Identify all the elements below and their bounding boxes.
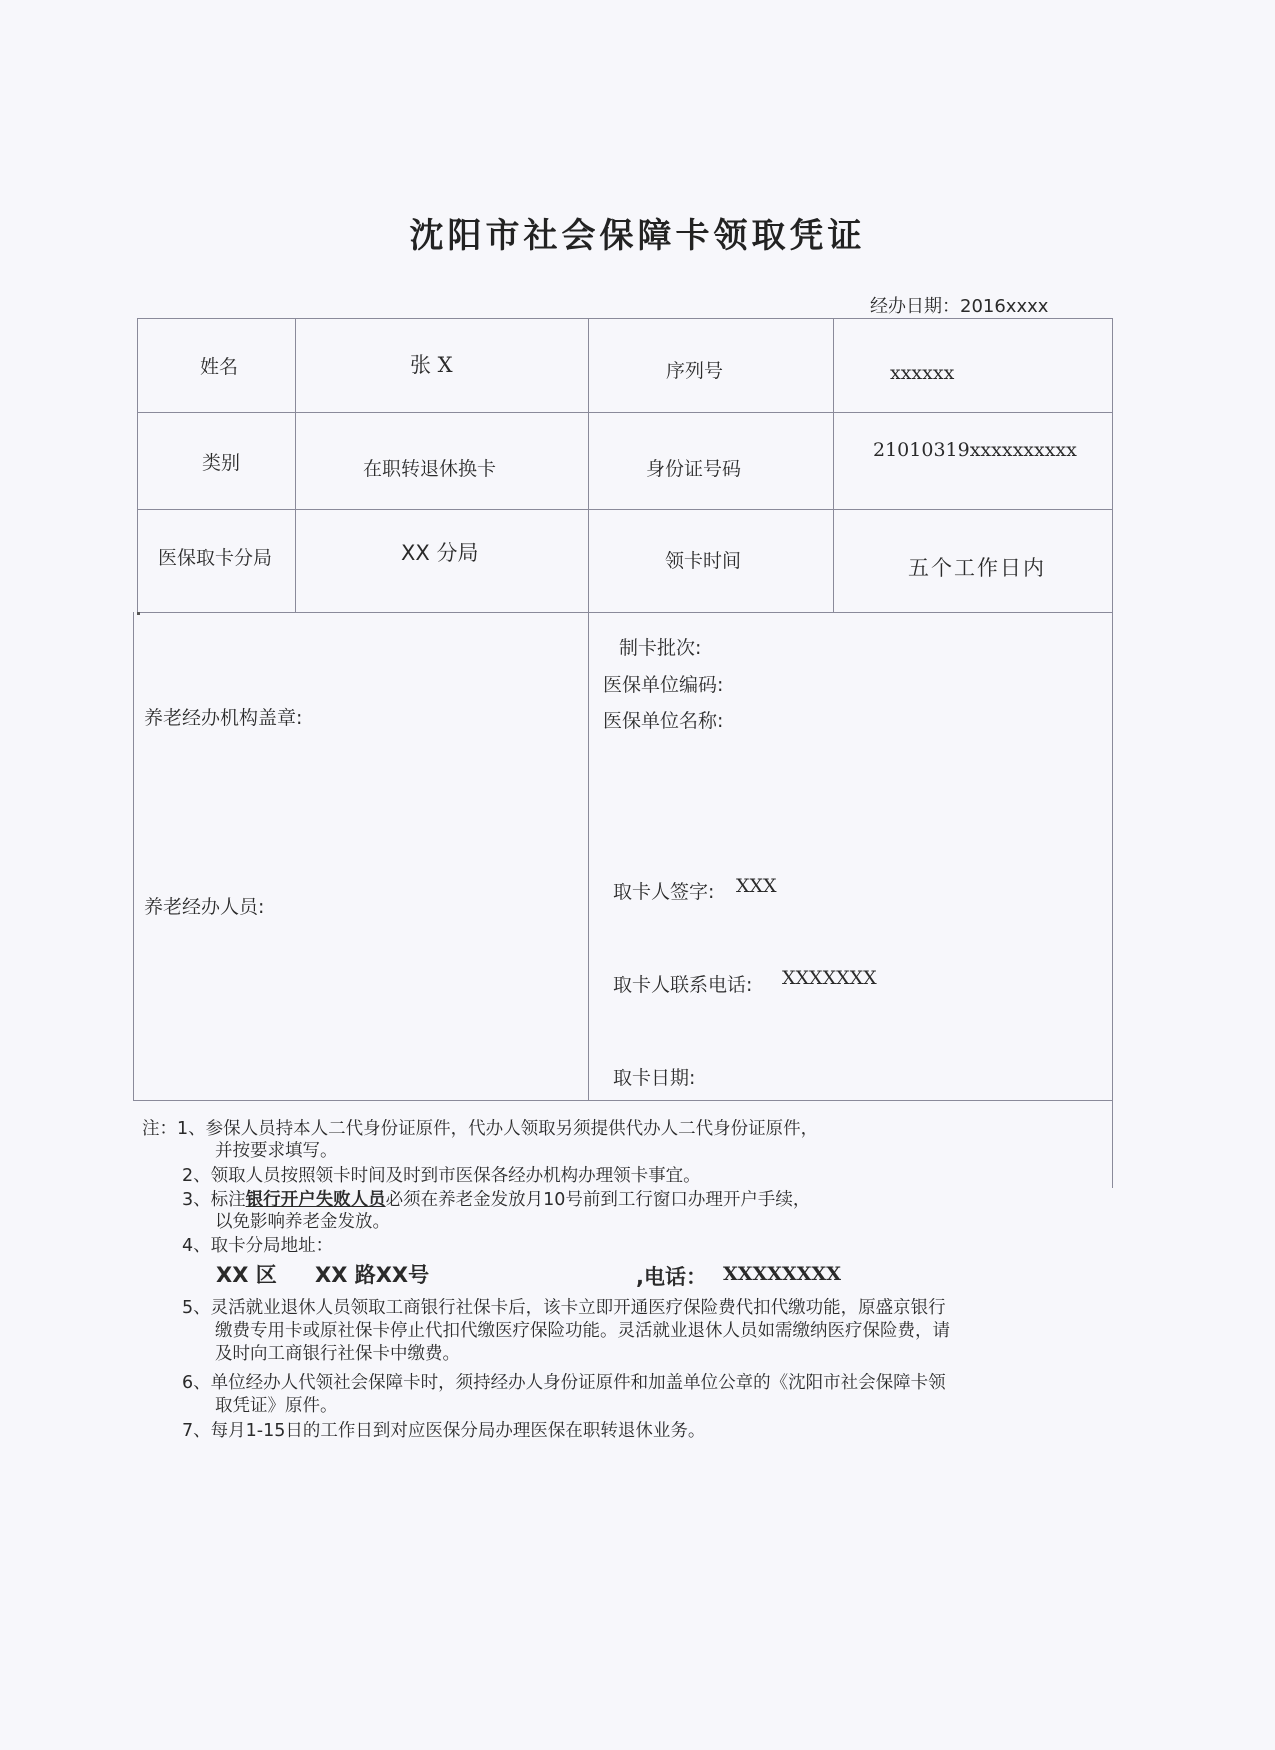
document-title: 沈阳市社会保障卡领取凭证 [409,216,866,256]
note-7: 7、每月1-15日的工作日到对应医保分局办理医保在职转退休业务。 [182,1421,706,1441]
address-road: XX 路XX号 [315,1263,430,1287]
id-number-value: 21010319xxxxxxxxxx [873,439,1077,461]
note-1-continued: 并按要求填写。 [215,1141,338,1161]
signature-label: 取卡人签字: [613,881,715,903]
pension-agency-stamp-label: 养老经办机构盖章: [144,707,303,729]
id-number-label: 身份证号码 [646,458,742,480]
card-batch-label: 制卡批次: [619,637,702,659]
name-value: 张 X [410,353,453,377]
note-5: 5、灵活就业退休人员领取工商银行社保卡后，该卡立即开通医疗保险费代扣代缴功能，原盛京银行 [182,1298,946,1318]
note-3-continued: 以免影响养老金发放。 [215,1212,390,1232]
table-border-top [137,318,1112,319]
branch-value: XX 分局 [401,541,479,565]
note-3-prefix: 3、标注 [182,1190,246,1210]
pickup-time-label: 领卡时间 [665,550,742,572]
address-phone-label: ,电话： [636,1265,707,1289]
address-district: XX 区 [216,1263,277,1287]
table-col-divider-center [588,318,589,1100]
scan-dot [137,612,140,615]
category-label: 类别 [202,452,241,474]
serial-label: 序列号 [666,360,724,382]
note-5-continued: 缴费专用卡或原社保卡停止代扣代缴医疗保险功能。灵活就业退休人员如需缴纳医疗保险费，请 [215,1321,950,1341]
note-6: 6、单位经办人代领社会保障卡时，须持经办人身份证原件和加盖单位公章的《沈阳市社会保障卡领 [182,1373,946,1393]
note-2: 2、领取人员按照领卡时间及时到市医保各经办机构办理领卡事宜。 [182,1166,701,1186]
table-border-right [1112,318,1113,1188]
note-3 [182,1189,810,1211]
table-row-divider [137,412,1112,413]
pension-staff-label: 养老经办人员: [144,896,265,918]
pickup-time-value: 五个工作日内 [908,556,1046,580]
note-1: 注：1、参保人员持本人二代身份证原件，代办人领取另须提供代办人二代身份证原件， [142,1119,819,1139]
serial-value: xxxxxx [890,362,955,384]
table-row-divider [137,509,1112,510]
address-phone-value: XXXXXXXX [723,1263,841,1285]
pickup-date-label: 取卡日期: [613,1067,696,1089]
name-label: 姓名 [200,356,239,378]
contact-phone-value: XXXXXXX [782,967,877,989]
contact-phone-label: 取卡人联系电话: [613,974,753,996]
branch-label: 医保取卡分局 [158,547,273,569]
table-col-divider [833,318,834,612]
note-4: 4、取卡分局地址： [182,1236,334,1256]
note-6-continued: 取凭证》原件。 [215,1396,338,1416]
signature-value: XXX [736,875,777,897]
note-3-suffix: 必须在养老金发放月10号前到工行窗口办理开户手续， [385,1190,811,1210]
processing-date: 经办日期：2016xxxx [870,296,1049,317]
table-border-left-lower [133,612,134,1100]
table-row-divider [137,612,1112,613]
table-border-bottom [133,1100,1112,1101]
table-col-divider [295,318,296,612]
table-border-left [137,318,138,612]
insurance-unit-code-label: 医保单位编码: [603,674,724,696]
note-5-continued-2: 及时向工商银行社保卡中缴费。 [215,1344,460,1364]
note-3-highlight: 银行开户失败人员 [245,1190,386,1210]
category-value: 在职转退休换卡 [363,458,497,480]
insurance-unit-name-label: 医保单位名称: [603,710,724,732]
